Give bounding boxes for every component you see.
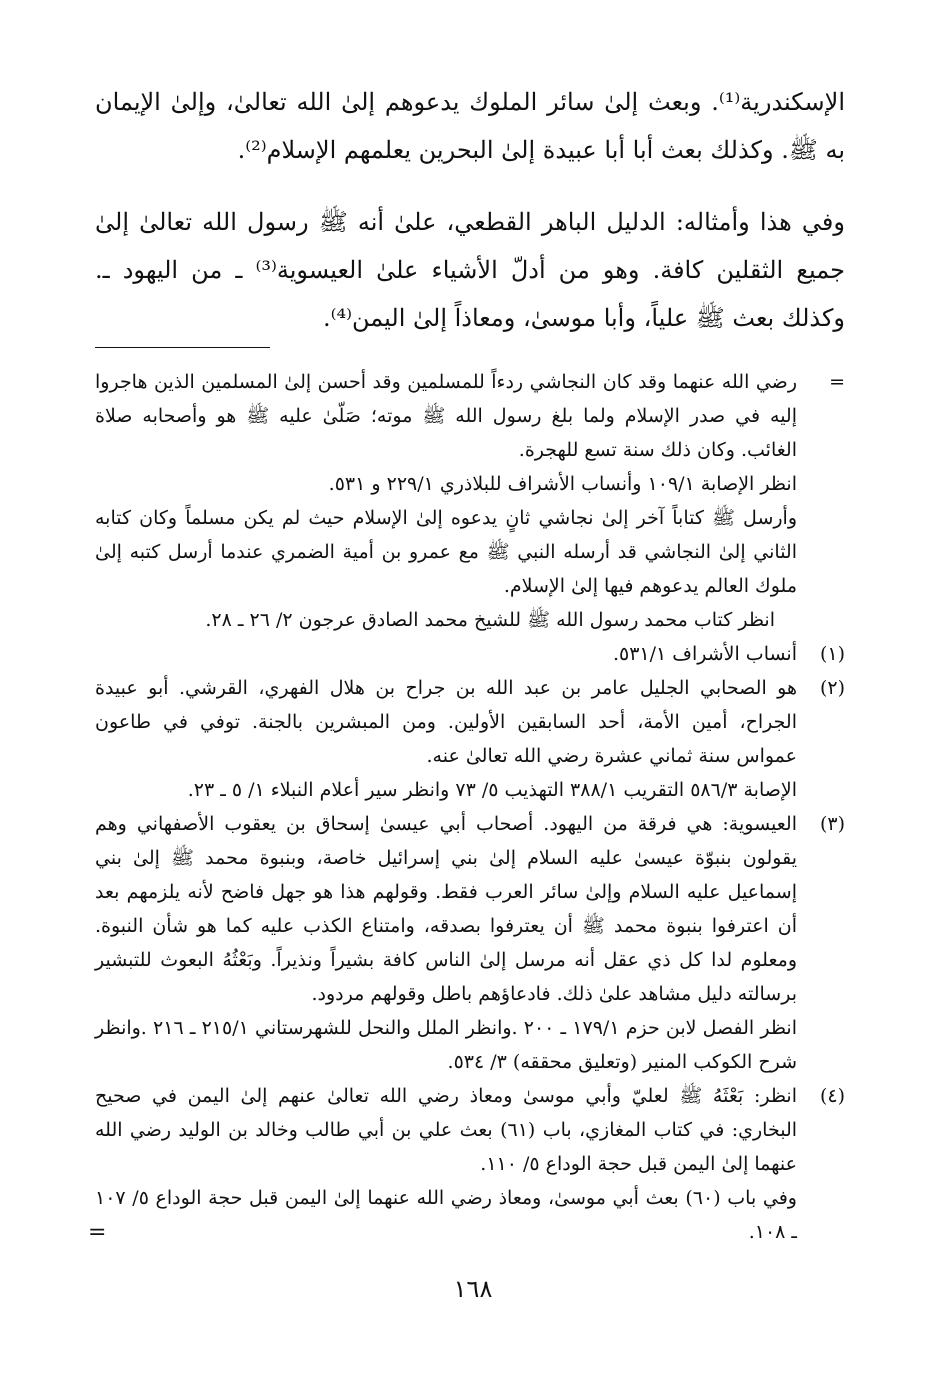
footnote-text: العيسوية: هي فرقة من اليهود. أصحاب أبي عيسىٰ إسحاق بن يعقوب الأصفهاني وهم يقولون بنبوّة عيسىٰ عليه السلام إلىٰ بني إسرائيل خاصة، وبنبوة محمد ﷺ إلىٰ بني إسماعيل عليه السلام وإلىٰ سائر العرب فقط. وقولهم هذا هو جهل فاضح لأنه يلزمهم بعد أن اعترفوا بنبوة محمد ﷺ أن يعترفوا بصدقه، وامتناع الكذب عليه كما هو شأن النبوة. ومعلوم لدا كل ذي عقل أنه مرسل إلىٰ الناس كافة بشيراً ونذيراً. وبَعْثُهُ البعوث للتبشير برسالته دليل مشاهد علىٰ ذلك. فادعاؤهم باطل وقولهم مردود. [95,813,797,1005]
footnote-text: هو الصحابي الجليل عامر بن عبد الله بن جراح بن هلال الفهري، القرشي. أبو عبيدة الجراح، أمين الأمة، أحد السابقين الأولين. ومن المبشرين بالجنة. توفي في طاعون عمواس سنة ثماني عشرة رضي الله تعالىٰ عنه. [95,677,797,767]
main-text [95,78,845,342]
main-paragraph-1: الإسكندرية⁽¹⁾. وبعث إلىٰ سائر الملوك يدعوهم إلىٰ الله تعالىٰ، وإلىٰ الإيمان به ﷺ. وكذلك بعث أبا أبا عبيدة إلىٰ البحرين يعلمهم الإسلام⁽²⁾. [95,88,845,164]
footnote-text: أنساب الأشراف ٥٣١/١. [612,643,797,665]
main-paragraph-2: وفي هذا وأمثاله: الدليل الباهر القطعي، علىٰ أنه ﷺ رسول الله تعالىٰ إلىٰ جميع الثقلين كافة. وهو من أدلّ الأشياء علىٰ العيسوية⁽³⁾ ـ من اليهود ـ. وكذلك بعث ﷺ علياً، وأبا موسىٰ، ومعاذاً إلىٰ اليمن⁽⁴⁾. [95,208,845,332]
page-number: ١٦٨ [453,1275,493,1303]
footnote-citation: الإصابة ٥٨٦/٣ التقريب ٣٨٨/١ التهذيب ٥/ ٧٣ وانظر سير أعلام النبلاء ١/ ٥ ـ ٢٣. [187,779,797,801]
footnote-number: (٣) [819,813,845,835]
footnote-number: (٤) [819,1085,845,1107]
footnote-3 [95,807,845,1079]
footnotes [95,365,845,1249]
footnote-2 [95,671,845,807]
footnote-continuation [95,365,845,637]
footnote-1 [95,637,845,671]
footnote-citation: انظر الإصابة ١٠٩/١ وأنساب الأشراف للبلاذري ٢٢٩/١ و ٥٣١. [328,473,797,495]
footnote-separator [95,347,270,348]
footnote-citation: انظر كتاب محمد رسول الله ﷺ للشيخ محمد الصادق عرجون ٢/ ٢٦ ـ ٢٨. [205,609,775,631]
continuation-marker: = [829,371,845,393]
footnote-text: وفي باب (٦٠) بعث أبي موسىٰ، ومعاذ رضي الله عنهما إلىٰ اليمن قبل حجة الوداع ٥/ ١٠٧ ـ ١٠٨. [95,1187,797,1243]
continues-marker: = [88,1220,107,1245]
footnote-number: (٢) [819,677,845,699]
footnote-number: (١) [819,643,845,665]
footnote-text: وأرسل ﷺ كتاباً آخر إلىٰ نجاشي ثانٍ يدعوه إلىٰ الإسلام حيث لم يكن مسلماً وكان كتابه الثاني إلىٰ النجاشي قد أرسله النبي ﷺ مع عمرو بن أمية الضمري عندما أرسل كتبه إلىٰ ملوك العالم يدعوهم فيها إلىٰ الإسلام. [95,507,797,597]
footnote-text: رضي الله عنهما وقد كان النجاشي ردءاً للمسلمين وقد أحسن إلىٰ المسلمين الذين هاجروا إليه في صدر الإسلام ولما بلغ رسول الله ﷺ موته؛ صَلّىٰ عليه ﷺ هو وأصحابه صلاة الغائب. وكان ذلك سنة تسع للهجرة. [95,371,797,461]
footnote-citation: انظر الفصل لابن حزم ١٧٩/١ ـ ٢٠٠ .وانظر الملل والنحل للشهرستاني ٢١٥/١ ـ ٢١٦ .وانظر شرح الكوكب المنير (وتعليق محققه) ٣/ ٥٣٤. [95,1017,797,1073]
footnote-text: انظر: بَعْثَهُ ﷺ لعليّ وأبي موسىٰ ومعاذ رضي الله تعالىٰ عنهم إلىٰ اليمن في صحيح البخاري: في كتاب المغازي، باب (٦١) بعث علي بن أبي طالب وخالد بن الوليد رضي الله عنهما إلىٰ اليمن قبل حجة الوداع ٥/ ١١٠. [95,1085,798,1175]
footnote-4 [95,1079,845,1249]
